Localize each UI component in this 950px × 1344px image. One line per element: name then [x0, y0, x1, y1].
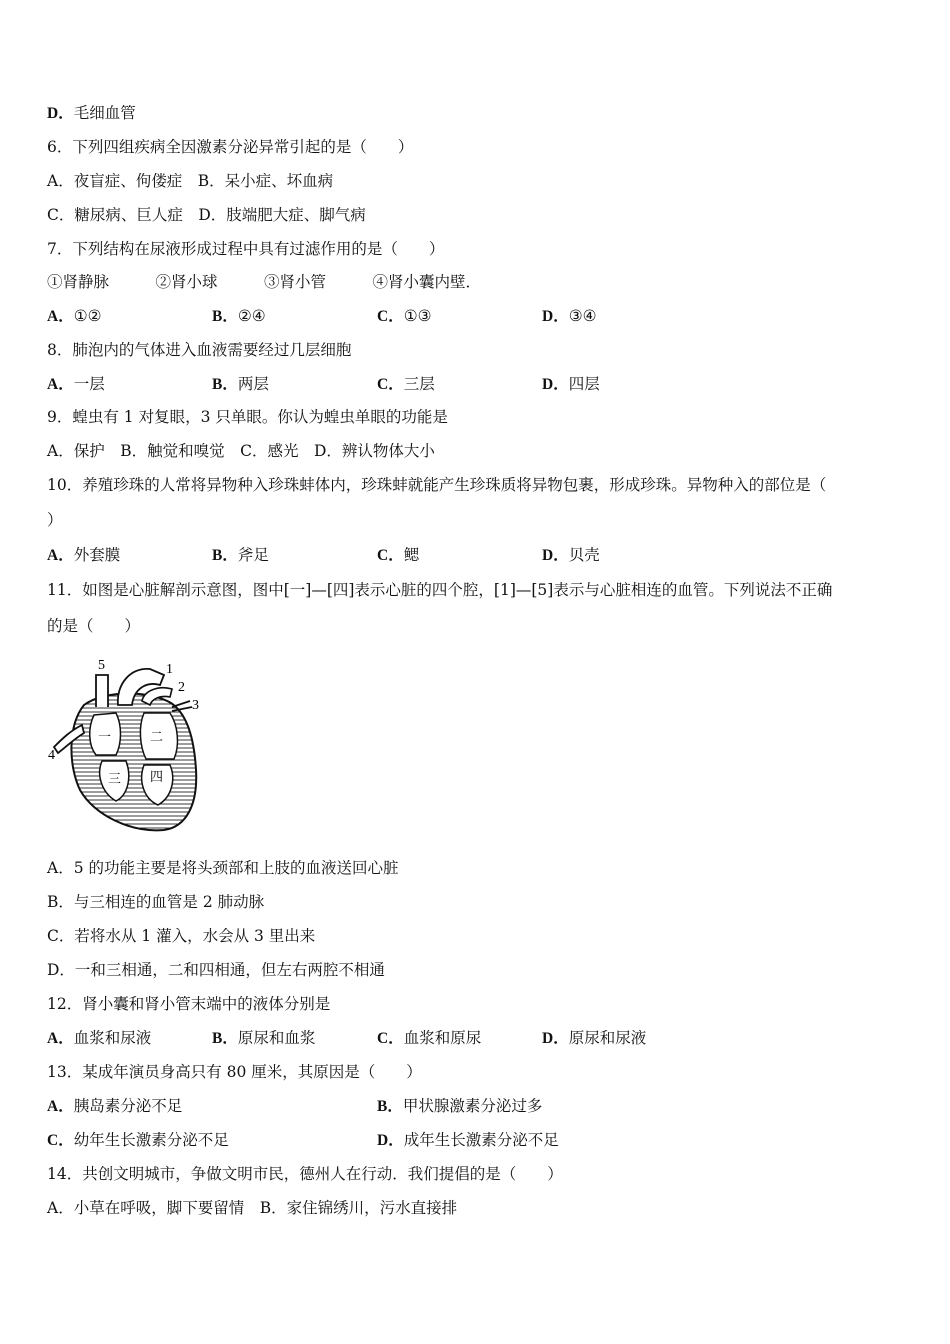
q7-option-a: A．①②	[47, 307, 102, 325]
q12-stem: 12．肾小囊和肾小管末端中的液体分别是	[47, 995, 331, 1013]
q11-option-d: D．一和三相通，二和四相通，但左右两腔不相通	[47, 961, 385, 979]
heart-diagram-svg	[46, 655, 216, 835]
q13-option-c: C．幼年生长激素分泌不足	[47, 1131, 229, 1149]
q10-option-d: D．贝壳	[542, 546, 600, 564]
q9-options-row: A．保护 B．触觉和嗅觉 C．感光 D．辨认物体大小	[47, 442, 435, 460]
vessel-5	[96, 675, 108, 707]
q10-stem-line2: ）	[47, 511, 63, 529]
q11-option-c: C．若将水从 1 灌入，水会从 3 里出来	[47, 927, 316, 945]
q13-option-a: A．胰岛素分泌不足	[47, 1097, 183, 1115]
q11-stem-line1: 11．如图是心脏解剖示意图，图中[一]—[四]表示心脏的四个腔，[1]—[5]表示与心脏相连的血管。下列说法不正确	[47, 581, 833, 599]
q12-option-b: B．原尿和血浆	[212, 1029, 316, 1047]
q14-stem: 14．共创文明城市，争做文明市民，德州人在行动．我们提倡的是（ ）	[47, 1165, 563, 1183]
q12-option-d: D．原尿和尿液	[542, 1029, 647, 1047]
q7-items: ①肾静脉 ②肾小球 ③肾小管 ④肾小囊内壁．	[47, 273, 482, 291]
label-5: 5	[98, 658, 105, 673]
q7-stem: 7．下列结构在尿液形成过程中具有过滤作用的是（ ）	[47, 240, 445, 258]
q9-stem: 9．蝗虫有 1 对复眼，3 只单眼。你认为蝗虫单眼的功能是	[47, 408, 448, 426]
label-3: 3	[192, 698, 199, 713]
q13-option-d: D．成年生长激素分泌不足	[377, 1131, 559, 1149]
q10-option-c: C．鳃	[377, 546, 420, 564]
q6-options-row1: A．夜盲症、佝偻症 B．呆小症、坏血病	[47, 172, 334, 190]
label-1: 1	[166, 662, 173, 677]
label-chamber-4: 四	[150, 770, 164, 785]
q12-option-c: C．血浆和原尿	[377, 1029, 482, 1047]
heart-body	[71, 694, 196, 831]
q11-stem-line2: 的是（ ）	[47, 617, 141, 635]
q10-option-b: B．斧足	[212, 546, 269, 564]
q8-option-c: C．三层	[377, 375, 435, 393]
q8-stem: 8．肺泡内的气体进入血液需要经过几层细胞	[47, 341, 352, 359]
q8-option-b: B．两层	[212, 375, 269, 393]
q10-stem-line1: 10．养殖珍珠的人常将异物种入珍珠蚌体内，珍珠蚌就能产生珍珠质将异物包裹，形成珍珠。异物种入的部位是（	[47, 476, 827, 494]
q13-stem: 13．某成年演员身高只有 80 厘米，其原因是（ ）	[47, 1063, 422, 1081]
q7-option-d: D．③④	[542, 307, 597, 325]
q7-option-c: C．①③	[377, 307, 432, 325]
q10-option-a: A．外套膜	[47, 546, 121, 564]
q6-stem: 6．下列四组疾病全因激素分泌异常引起的是（ ）	[47, 138, 414, 156]
q7-option-b: B．②④	[212, 307, 266, 325]
q11-option-a: A．5 的功能主要是将头颈部和上肢的血液送回心脏	[47, 859, 399, 877]
heart-diagram	[46, 655, 216, 835]
label-chamber-2: 二	[150, 730, 164, 745]
q14-options-row: A．小草在呼吸，脚下要留情 B．家住锦绣川，污水直接排	[47, 1199, 458, 1217]
q6-options-row2: C．糖尿病、巨人症 D．肢端肥大症、脚气病	[47, 206, 366, 224]
label-chamber-1: 一	[98, 730, 112, 745]
q5-option-d: D．毛细血管	[47, 104, 136, 122]
label-4: 4	[48, 748, 55, 763]
label-chamber-3: 三	[108, 772, 122, 787]
q8-option-a: A．一层	[47, 375, 105, 393]
q12-option-a: A．血浆和尿液	[47, 1029, 152, 1047]
q8-option-d: D．四层	[542, 375, 600, 393]
q13-option-b: B．甲状腺激素分泌过多	[377, 1097, 543, 1115]
q11-option-b: B．与三相连的血管是 2 肺动脉	[47, 893, 265, 911]
vessel-3	[172, 701, 192, 711]
label-2: 2	[178, 680, 185, 695]
